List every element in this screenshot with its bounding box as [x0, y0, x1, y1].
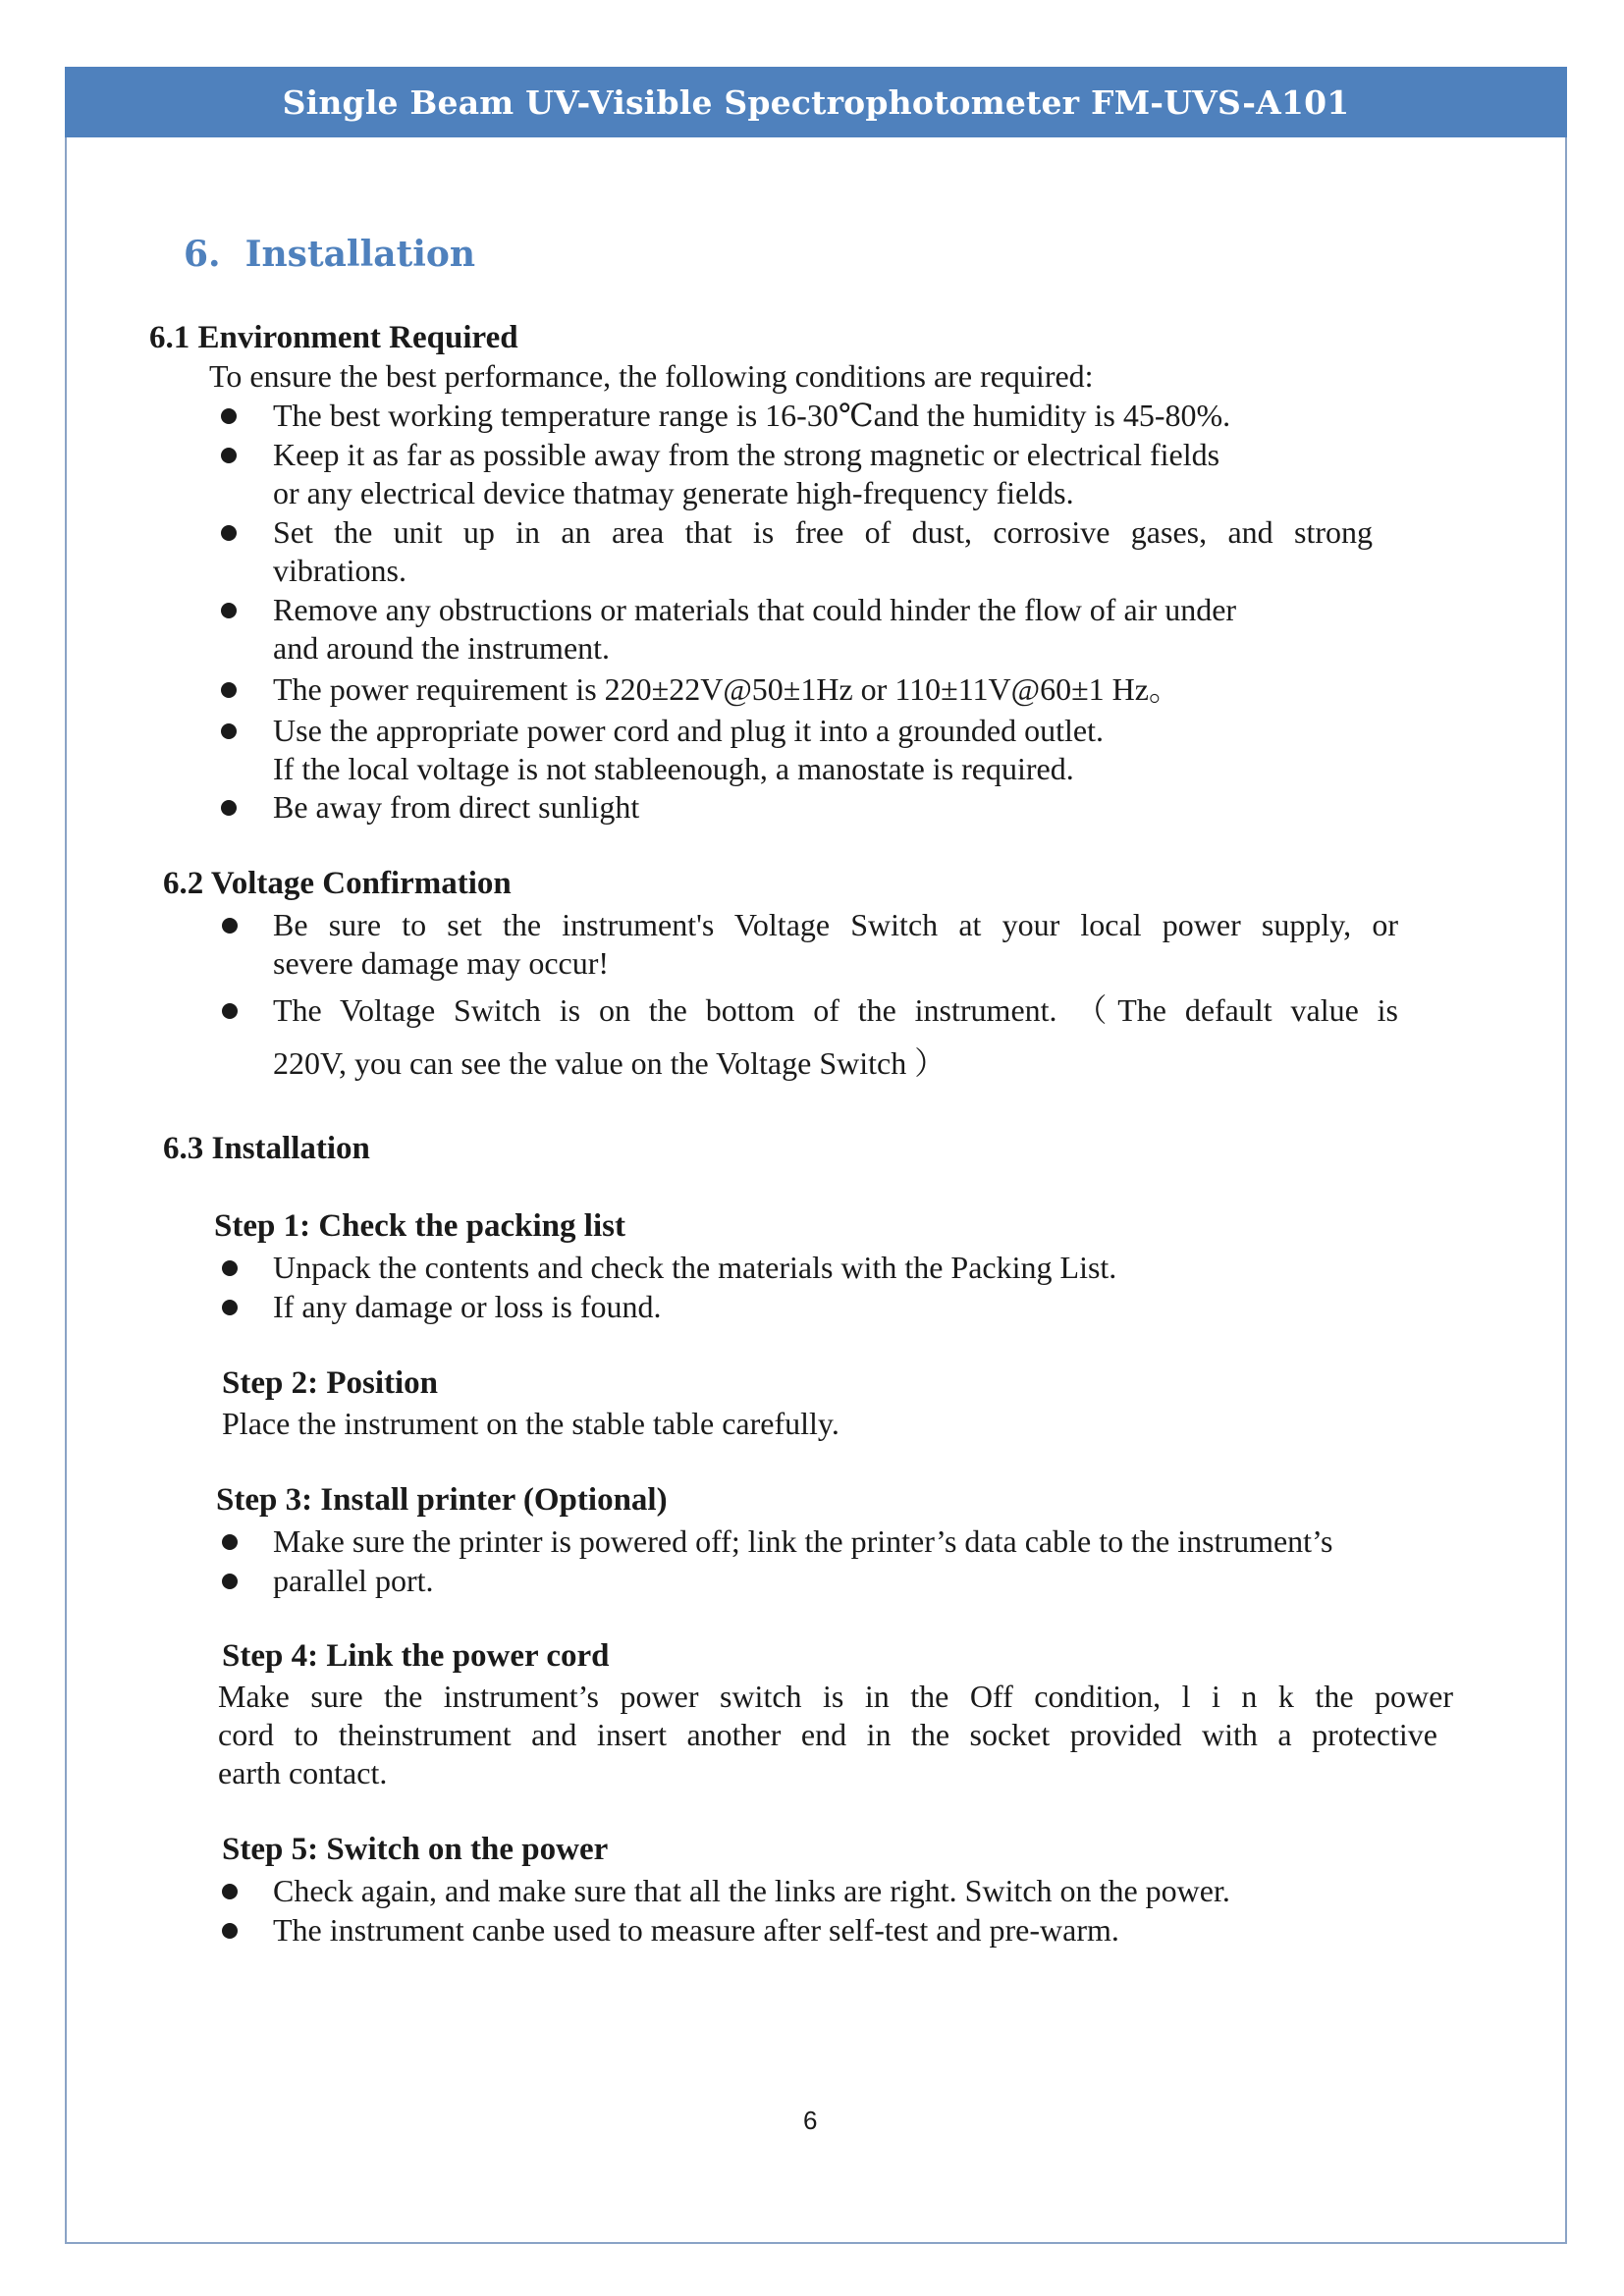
bullet-icon — [222, 1300, 238, 1315]
bullet-icon — [221, 723, 237, 739]
list-item: Be sure to set the instrument's Voltage Switch at your local power supply, or — [273, 907, 1398, 942]
bullet-icon — [222, 1923, 238, 1939]
list-item: Make sure the printer is powered off; link the printer’s data cable to the instrument’s — [273, 1523, 1333, 1559]
step-4-title: Step 4: Link the power cord — [222, 1638, 610, 1674]
list-item: parallel port. — [273, 1563, 434, 1598]
bullet-icon — [221, 525, 237, 541]
step-2-text: Place the instrument on the stable table carefully. — [222, 1406, 839, 1441]
list-item: The Voltage Switch is on the bottom of the instrument. （The default value is — [273, 992, 1398, 1028]
section-title — [184, 234, 475, 275]
step-4-text-line: Make sure the instrument’s power switch is in the Off condition, l i n k the power — [218, 1679, 1453, 1714]
list-item-continuation: severe damage may occur! — [273, 945, 610, 981]
subsection-intro: To ensure the best performance, the following conditions are required: — [209, 358, 1094, 394]
list-item-continuation: If the local voltage is not stableenough, a manostate is required. — [273, 751, 1074, 786]
bullet-icon — [221, 603, 237, 618]
list-item: The instrument canbe used to measure after self-test and pre-warm. — [273, 1912, 1119, 1948]
bullet-icon — [222, 918, 238, 934]
page-header: Single Beam UV-Visible Spectrophotometer FM-UVS-A101 — [65, 67, 1567, 137]
subsection-title-6-2: 6.2 Voltage Confirmation — [163, 866, 512, 901]
bullet-icon — [221, 800, 237, 816]
bullet-icon — [221, 682, 237, 698]
subsection-title-6-3: 6.3 Installation — [163, 1131, 370, 1166]
list-item: If any damage or loss is found. — [273, 1289, 662, 1324]
bullet-icon — [222, 1574, 238, 1589]
step-3-title: Step 3: Install printer (Optional) — [216, 1482, 668, 1518]
section-number: 6. — [184, 234, 221, 275]
step-4-text-line: earth contact. — [218, 1755, 388, 1790]
list-item: Remove any obstructions or materials that could hinder the flow of air under — [273, 592, 1237, 627]
list-item: The power requirement is 220±22V@50±1Hz or 110±11V@60±1 Hz。 — [273, 671, 1180, 707]
list-item: Use the appropriate power cord and plug it into a grounded outlet. — [273, 713, 1104, 748]
bullet-icon — [222, 1260, 238, 1276]
bullet-icon — [221, 408, 237, 424]
list-item: Unpack the contents and check the materials with the Packing List. — [273, 1250, 1117, 1285]
list-item: Set the unit up in an area that is free of dust, corrosive gases, and strong — [273, 514, 1373, 550]
bullet-icon — [221, 448, 237, 463]
step-4-text-line: cord to theinstrument and insert another end in the socket provided with a protective — [218, 1717, 1437, 1752]
step-2-title: Step 2: Position — [222, 1365, 439, 1401]
page-number: 6 — [803, 2106, 818, 2135]
bullet-icon — [222, 1003, 238, 1019]
section-title-text: Installation — [244, 234, 476, 275]
list-item-continuation: vibrations. — [273, 553, 406, 588]
list-item-continuation: or any electrical device thatmay generate high-frequency fields. — [273, 475, 1074, 510]
bullet-icon — [222, 1884, 238, 1899]
list-item: The best working temperature range is 16-30℃and the humidity is 45-80%. — [273, 398, 1231, 433]
bullet-icon — [222, 1534, 238, 1550]
list-item: Be away from direct sunlight — [273, 789, 640, 825]
list-item-continuation: 220V, you can see the value on the Voltage Switch ） — [273, 1045, 947, 1081]
step-1-title: Step 1: Check the packing list — [214, 1208, 625, 1244]
step-5-title: Step 5: Switch on the power — [222, 1832, 609, 1867]
list-item-continuation: and around the instrument. — [273, 630, 611, 666]
list-item: Keep it as far as possible away from the strong magnetic or electrical fields — [273, 437, 1220, 472]
list-item: Check again, and make sure that all the links are right. Switch on the power. — [273, 1873, 1230, 1908]
subsection-title-6-1: 6.1 Environment Required — [149, 320, 518, 355]
